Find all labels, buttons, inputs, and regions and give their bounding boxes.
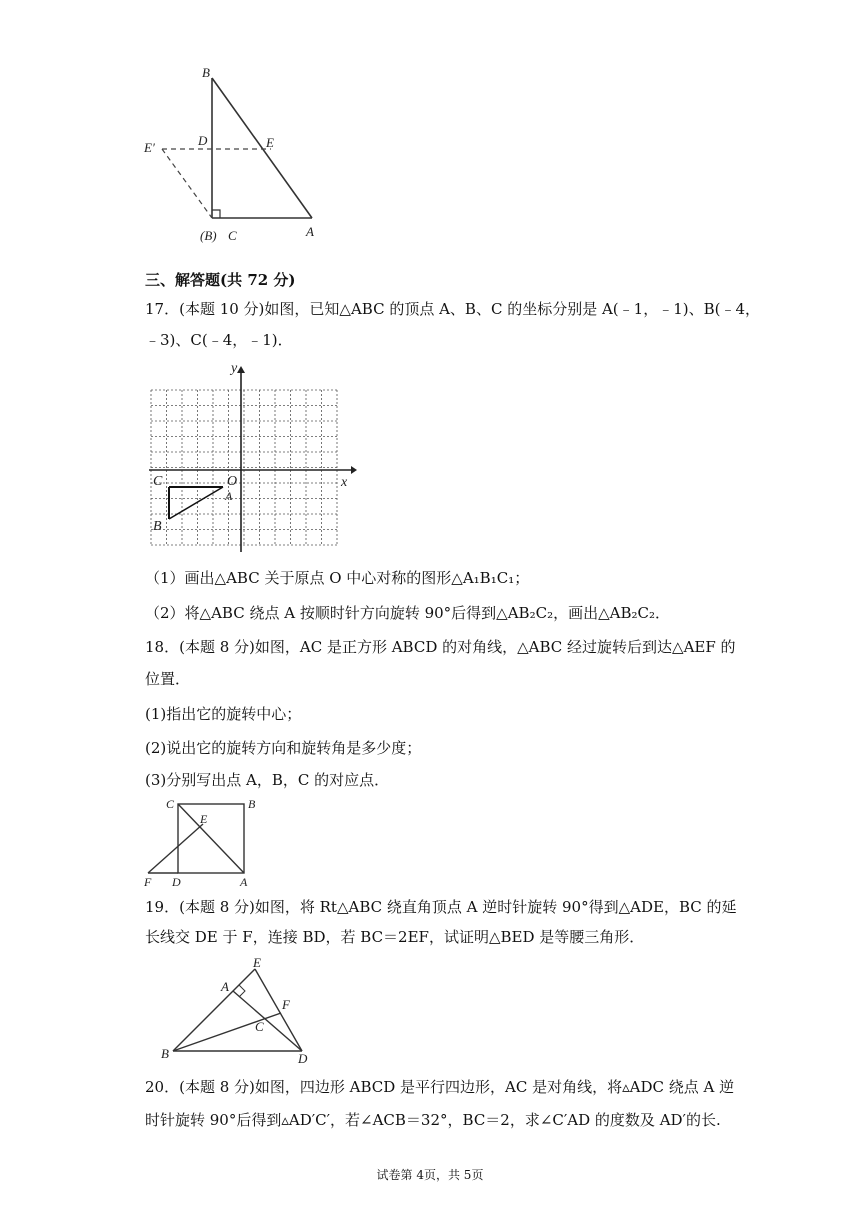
right-angle-mark (239, 985, 245, 997)
x-axis-arrow (351, 466, 357, 474)
q17-line2: ﹣3)、C(﹣4，﹣1)． (145, 331, 293, 349)
label-F: F (282, 997, 290, 1012)
label-E-prime: E′ (144, 140, 155, 155)
dashed-E-prime-B (162, 149, 212, 218)
right-angle-mark (212, 210, 220, 218)
figure-right-triangle-rotation (155, 955, 320, 1067)
q17-sub2: （2）将△ABC 绕点 A 按顺时针方向旋转 90°后得到△AB₂C₂，画出△AB₂C₂． (145, 604, 670, 622)
label-C: C (228, 228, 237, 243)
segment-BF (173, 1013, 281, 1051)
segment-BE (173, 969, 255, 1051)
label-A: A (221, 979, 229, 994)
label-B: B (202, 65, 210, 80)
figure-triangle-translation (140, 60, 330, 250)
label-A: A (240, 875, 248, 888)
q19-line2: 长线交 DE 于 F，连接 BD，若 BC＝2EF，试证明△BED 是等腰三角形． (145, 928, 645, 946)
label-B: B (153, 519, 162, 534)
label-E: E (200, 812, 208, 826)
label-x: x (341, 475, 348, 490)
q20-line1: 20．(本题 8 分)如图，四边形 ABCD 是平行四边形，AC 是对角线，将▵ADC 绕点 A 逆 (145, 1078, 735, 1096)
segment-BA (212, 78, 312, 218)
label-D: D (172, 875, 181, 888)
label-C: C (166, 797, 175, 811)
label-C: C (255, 1019, 264, 1034)
label-B: B (161, 1046, 169, 1061)
q18-line2: 位置． (145, 670, 191, 688)
q18-sub1: (1)指出它的旋转中心； (145, 705, 302, 723)
y-axis-arrow (237, 366, 245, 373)
q17-sub1: （1）画出△ABC 关于原点 O 中心对称的图形△A₁B₁C₁； (145, 569, 530, 587)
figure-coordinate-grid (145, 360, 360, 555)
segment-AD (233, 991, 302, 1051)
q18-sub3: (3)分别写出点 A，B，C 的对应点． (145, 771, 390, 789)
label-B: B (248, 797, 256, 811)
q18-sub2: (2)说出它的旋转方向和旋转角是多少度； (145, 739, 422, 757)
label-D: D (298, 1051, 308, 1066)
label-A: A (306, 224, 314, 239)
diagonal-CA (178, 804, 244, 873)
label-F: F (144, 875, 152, 888)
segment-ED (255, 969, 302, 1051)
label-A: A (225, 489, 233, 503)
q20-line2: 时针旋转 90°后得到▵AD′C′，若∠ACB＝32°，BC＝2，求∠C′AD 的度数及 AD′的长. (145, 1111, 721, 1129)
segment-FE (148, 824, 203, 873)
figure-square-rotation (140, 796, 270, 888)
q19-line1: 19．(本题 8 分)如图，将 Rt△ABC 绕直角顶点 A 逆时针旋转 90°得到△ADE，BC 的延 (145, 898, 737, 916)
label-C: C (153, 474, 163, 489)
label-O: O (227, 474, 238, 489)
label-D: D (198, 133, 208, 148)
label-B-paren: (B) (200, 228, 217, 243)
label-E: E (253, 955, 261, 970)
label-y: y (231, 361, 238, 376)
section-title: 三、解答题(共 72 分) (145, 271, 296, 289)
q18-line1: 18．(本题 8 分)如图，AC 是正方形 ABCD 的对角线，△ABC 经过旋转后到达△AEF 的 (145, 638, 736, 656)
label-E: E (266, 135, 274, 150)
page-footer: 试卷第 4页，共 5页 (376, 1168, 484, 1182)
q17-line1: 17．(本题 10 分)如图，已知△ABC 的顶点 A、B、C 的坐标分别是 A(﹣1，﹣1)、B(﹣4， (145, 300, 761, 318)
